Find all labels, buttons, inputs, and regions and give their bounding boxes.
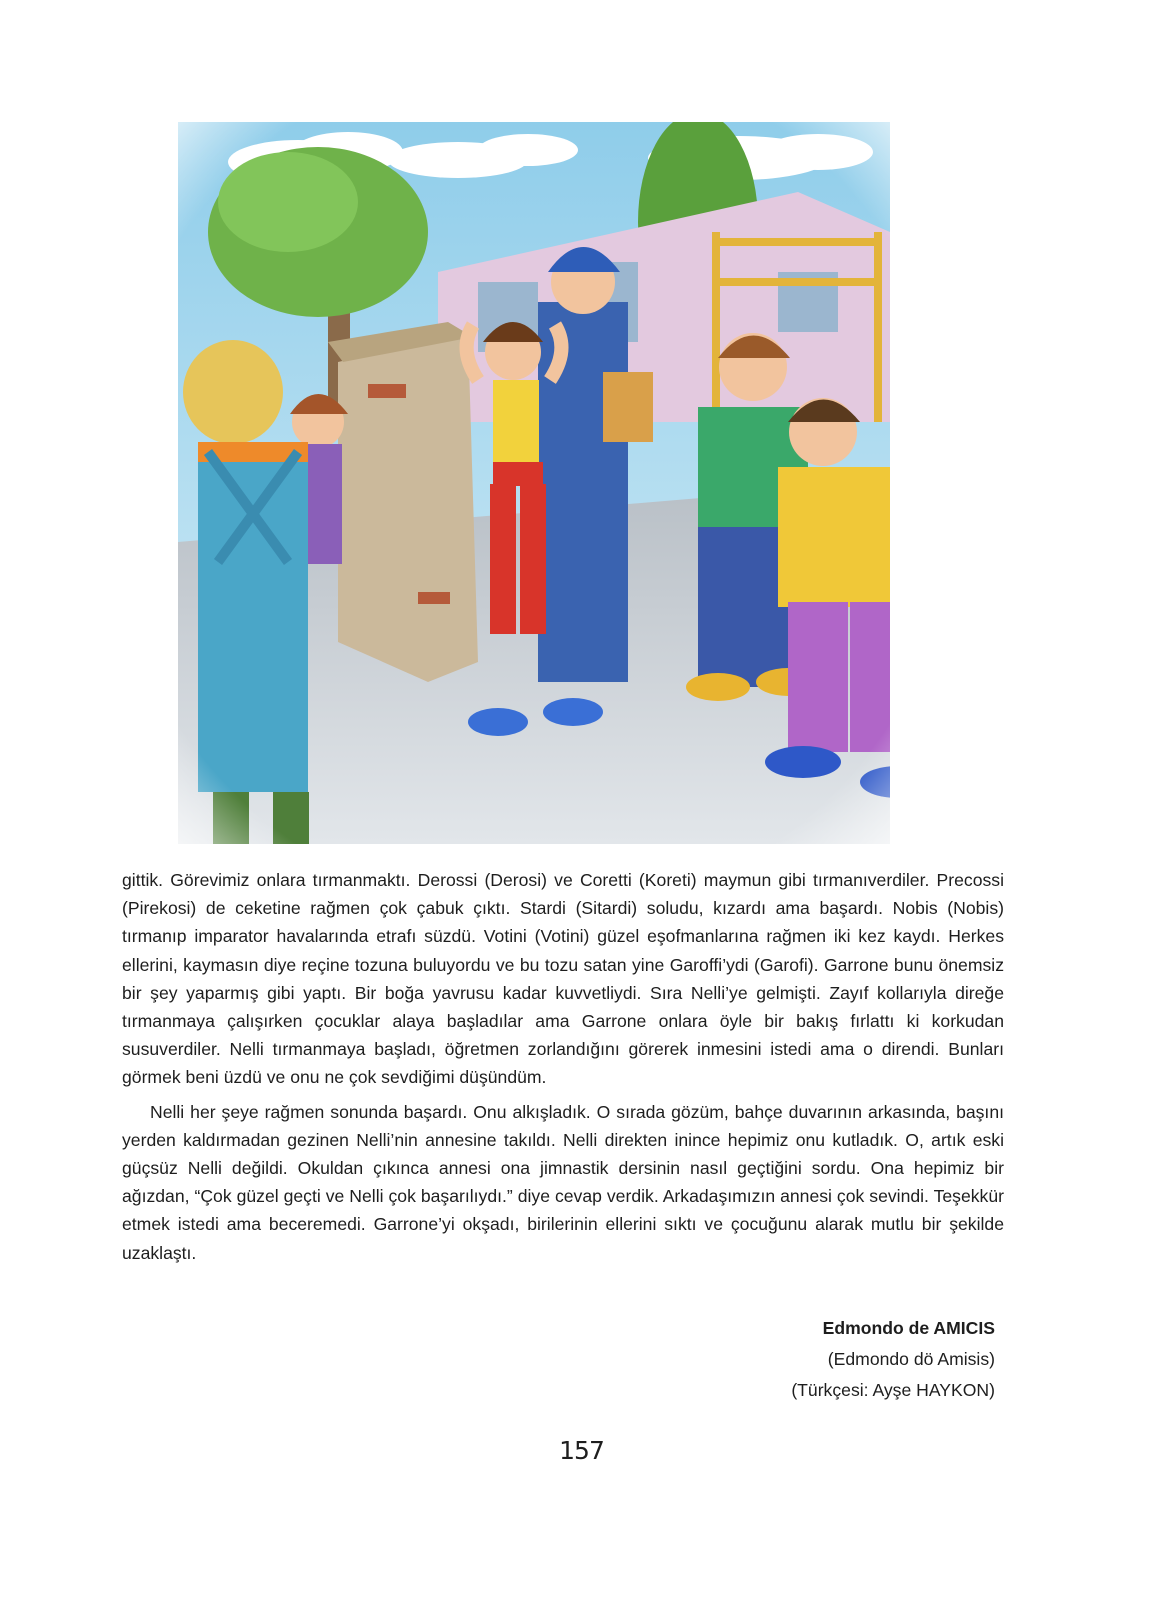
schoolyard-gymnastics-illustration [178,122,890,844]
page-number: 157 [559,1436,604,1465]
story-illustration [178,122,890,844]
author-pronunciation: (Edmondo dö Amisis) [827,1349,995,1369]
story-text [122,866,1004,1267]
story-paragraph-1: gittik. Görevimiz onlara tırmanmaktı. Derossi (Derosi) ve Coretti (Koreti) maymun gibi tırmanıverdiler. Precossi (Pirekosi) de ceketine rağmen çok çabuk çıktı. Stardi (Sitardi) soludu, kızardı ama başardı. Nobis (Nobis) tırmanıp imparator havalarında etrafı süzdü. Votini (Votini) güzel eşofmanlarına rağmen iki kez kaydı. Herkes ellerini, kaymasın diye reçine tozuna buluyordu ve bu tozu satan yine Garoffi’ydi (Garofi). Garrone bunu önemsiz bir şey yaparmış gibi yaptı. Bir boğa yavrusu kadar kuvvetliydi. Sıra Nelli’ye gelmişti. Zayıf kollarıyla direğe tırmanmaya çalışırken çocuklar alaya başladılar ama Garrone onlara öyle bir bakış fırlattı ki korkudan susuverdiler. Nelli tırmanmaya başladı, öğretmen zorlandığını görerek inmesini istedi ama o direndi. Bunları görmek beni üzdü ve onu ne çok sevdiğimi düşündüm. [122,870,1004,1088]
author-signature [791,1313,995,1406]
translator-credit: (Türkçesi: Ayşe HAYKON) [791,1380,995,1400]
author-name: Edmondo de AMICIS [822,1318,995,1338]
story-paragraph-2: Nelli her şeye rağmen sonunda başardı. Onu alkışladık. O sırada gözüm, bahçe duvarının arkasında, başını yerden kaldırmadan gezinen Nelli’nin annesine takıldı. Nelli direkten inince hepimiz onu kutladık. O, artık eski güçsüz Nelli değildi. Okuldan çıkınca annesi ona jimnastik dersinin nasıl geçtiğini sordu. Ona hepimiz bir ağızdan, “Çok güzel geçti ve Nelli çok başarılıydı.” diye cevap verdik. Arkadaşımızın annesi çok sevindi. Teşekkür etmek istedi ama beceremedi. Garrone’yi okşadı, birilerinin ellerini sıktı ve çocuğunu alarak mutlu bir şekilde uzaklaştı. [122,1101,1004,1263]
